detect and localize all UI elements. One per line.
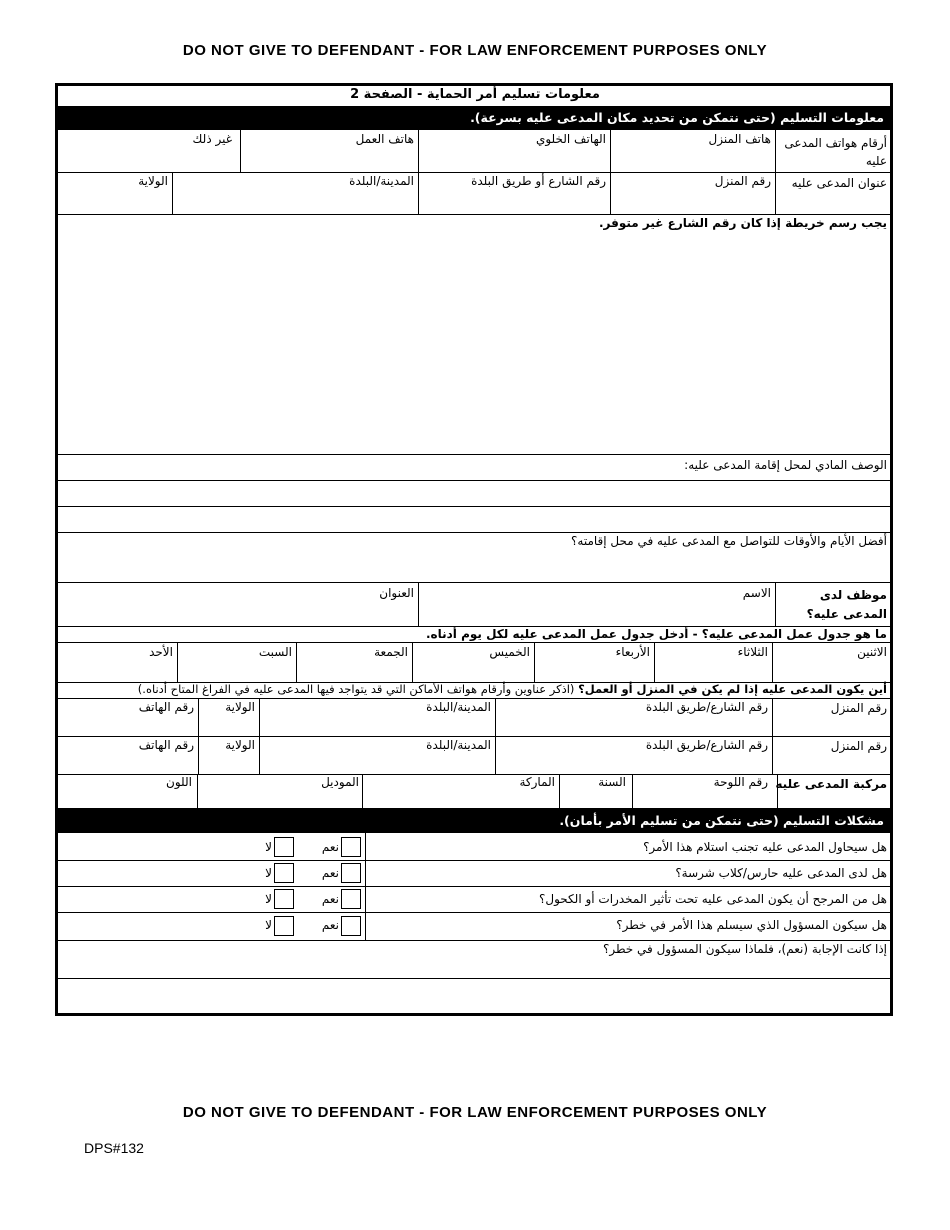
problems-bar: مشكلات التسليم (حتى نتمكن من تسليم الأمر بأمان). xyxy=(58,808,890,833)
other-locations-note: (اذكر عناوين وأرقام هواتف الأماكن التي قد يتواجد فيها المدعى عليه في الفراغ المتاح أدناه.) xyxy=(137,682,575,696)
city-field[interactable]: المدينة/البلدة xyxy=(349,174,414,188)
danger-yes-checkbox[interactable] xyxy=(341,916,361,936)
year-field[interactable]: السنة xyxy=(598,775,626,789)
color-field[interactable]: اللون xyxy=(166,775,192,789)
employer-label: موظف لدى المدعى عليه؟ xyxy=(806,588,887,621)
service-info-bar: معلومات التسليم (حتى نتمكن من تحديد مكان المدعى عليه بسرعة). xyxy=(58,106,890,130)
no-label: لا xyxy=(265,866,272,880)
header-warning: DO NOT GIVE TO DEFENDANT - FOR LAW ENFORCEMENT PURPOSES ONLY xyxy=(182,42,768,59)
map-drawing-area[interactable] xyxy=(58,232,890,452)
day-friday[interactable]: الجمعة xyxy=(374,645,408,659)
day-tuesday[interactable]: الثلاثاء xyxy=(737,645,768,659)
no-label: لا xyxy=(265,892,272,906)
plate-field[interactable]: رقم اللوحة xyxy=(713,775,768,789)
cell-phone-field[interactable]: الهاتف الخلوي xyxy=(535,132,606,146)
loc2-house-field[interactable]: رقم المنزل xyxy=(830,739,887,753)
dogs-yes-checkbox[interactable] xyxy=(341,863,361,883)
house-number-field[interactable]: رقم المنزل xyxy=(714,174,771,188)
footer-warning: DO NOT GIVE TO DEFENDANT - FOR LAW ENFORCEMENT PURPOSES ONLY xyxy=(182,1104,768,1121)
danger-no-checkbox[interactable] xyxy=(274,916,294,936)
yes-label: نعم xyxy=(321,840,339,854)
loc2-city-field[interactable]: المدينة/البلدة xyxy=(426,738,491,752)
question-avoid: هل سيحاول المدعى عليه تجنب استلام هذا الأمر؟ xyxy=(643,840,887,854)
drugs-no-checkbox[interactable] xyxy=(274,889,294,909)
no-label: لا xyxy=(265,918,272,932)
avoid-yes-checkbox[interactable] xyxy=(341,837,361,857)
model-field[interactable]: الموديل xyxy=(321,775,359,789)
loc1-city-field[interactable]: المدينة/البلدة xyxy=(426,700,491,714)
form-title: معلومات تسليم أمر الحماية - الصفحة 2 xyxy=(350,87,600,102)
day-thursday[interactable]: الخميس xyxy=(489,645,530,659)
avoid-no-checkbox[interactable] xyxy=(274,837,294,857)
employer-name-field[interactable]: الاسم xyxy=(742,586,771,600)
yes-label: نعم xyxy=(321,892,339,906)
home-phone-field[interactable]: هاتف المنزل xyxy=(708,132,771,146)
no-label: لا xyxy=(265,840,272,854)
question-dogs: هل لدى المدعى عليه حارس/كلاب شرسة؟ xyxy=(675,866,887,880)
day-saturday[interactable]: السبت xyxy=(258,645,292,659)
loc2-phone-field[interactable]: رقم الهاتف xyxy=(138,738,194,752)
loc1-state-field[interactable]: الولاية xyxy=(225,700,255,714)
address-label: عنوان المدعى عليه xyxy=(791,176,887,190)
employer-address-field[interactable]: العنوان xyxy=(379,586,414,600)
map-note: يجب رسم خريطة إذا كان رقم الشارع غير متوفر. xyxy=(598,216,887,230)
yes-label: نعم xyxy=(321,918,339,932)
make-field[interactable]: الماركة xyxy=(519,775,555,789)
other-locations-question-bold: أين يكون المدعى عليه إذا لم يكن في المنزل أو العمل؟ xyxy=(578,682,887,696)
street-field[interactable]: رقم الشارع أو طريق البلدة xyxy=(471,174,606,188)
dogs-no-checkbox[interactable] xyxy=(274,863,294,883)
question-drugs: هل من المرجح أن يكون المدعى عليه تحت تأثير المخدرات أو الكحول؟ xyxy=(539,892,887,906)
day-sunday[interactable]: الأحد xyxy=(149,645,173,659)
loc1-house-field[interactable]: رقم المنزل xyxy=(830,701,887,715)
loc2-street-field[interactable]: رقم الشارع/طريق البلدة xyxy=(645,738,768,752)
loc1-street-field[interactable]: رقم الشارع/طريق البلدة xyxy=(645,700,768,714)
other-phone-field[interactable]: غير ذلك xyxy=(192,132,232,146)
vehicle-label: مركبة المدعى عليه xyxy=(775,777,887,791)
loc2-state-field[interactable]: الولاية xyxy=(225,738,255,752)
form-id: DPS#132 xyxy=(84,1140,144,1156)
question-danger: هل سيكون المسؤول الذي سيسلم هذا الأمر في خطر؟ xyxy=(616,918,887,932)
danger-why-label: إذا كانت الإجابة (نعم)، فلماذا سيكون المسؤول في خطر؟ xyxy=(602,942,887,956)
day-wednesday[interactable]: الأربعاء xyxy=(615,645,650,659)
state-field[interactable]: الولاية xyxy=(138,174,168,188)
drugs-yes-checkbox[interactable] xyxy=(341,889,361,909)
loc1-phone-field[interactable]: رقم الهاتف xyxy=(138,700,194,714)
schedule-question: ما هو جدول عمل المدعى عليه؟ - أدخل جدول عمل المدعى عليه لكل يوم أدناه. xyxy=(425,627,887,641)
yes-label: نعم xyxy=(321,866,339,880)
other-locations-question xyxy=(138,682,887,696)
day-monday[interactable]: الاثنين xyxy=(857,645,887,659)
phones-label: أرقام هواتف المدعى عليه xyxy=(784,136,887,168)
work-phone-field[interactable]: هاتف العمل xyxy=(355,132,414,146)
best-times-label: أفضل الأيام والأوقات للتواصل مع المدعى عليه في محل إقامته؟ xyxy=(571,534,887,548)
physical-description-label: الوصف المادي لمحل إقامة المدعى عليه: xyxy=(684,458,887,472)
